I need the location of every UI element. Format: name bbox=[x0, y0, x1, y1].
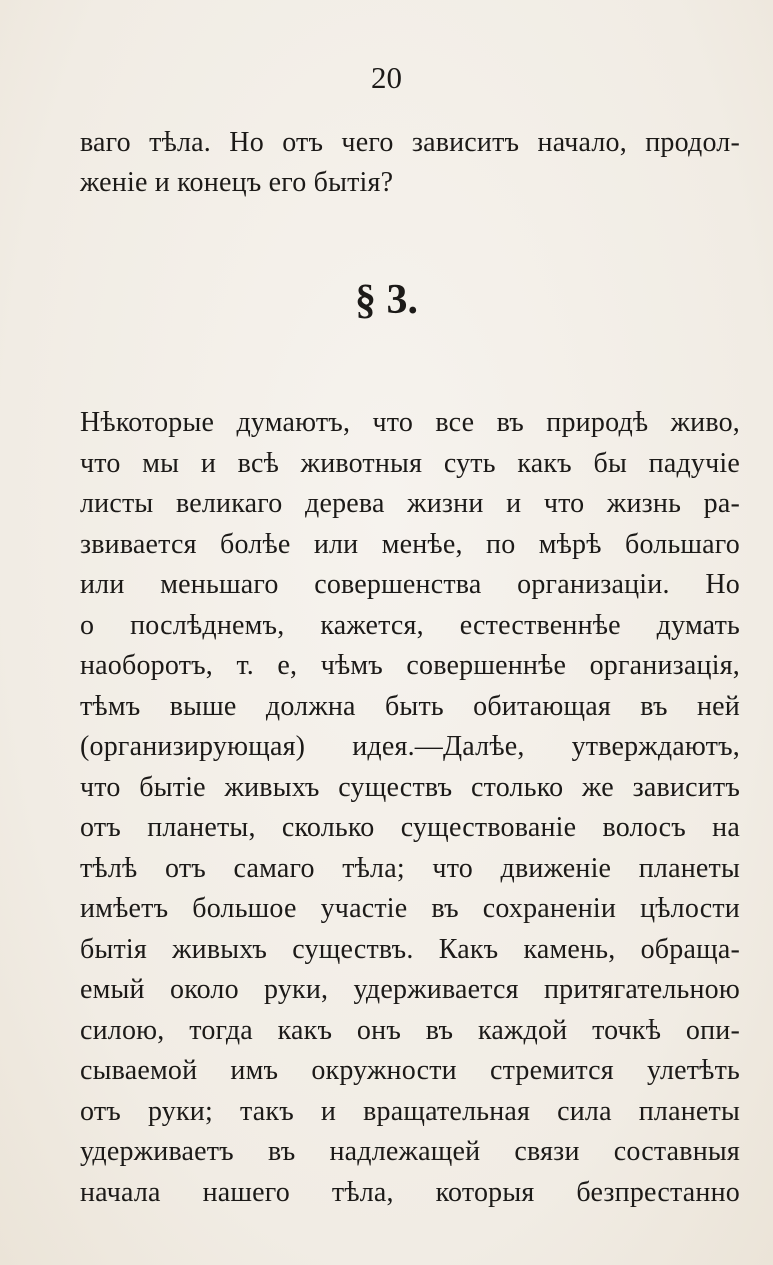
text-line: Нѣкоторые думаютъ, что все въ природѣ живо, bbox=[80, 407, 740, 438]
text-line: что бытіе живыхъ существъ столько же зависитъ bbox=[80, 771, 740, 803]
text-line: женіе и конецъ его бытія? bbox=[80, 167, 394, 198]
text-line: о послѣднемъ, кажется, естественнѣе думать bbox=[80, 609, 740, 641]
main-paragraph bbox=[80, 403, 740, 1213]
section-heading: § 3. bbox=[355, 277, 418, 323]
text-line: силою, тогда какъ онъ въ каждой точкѣ опи- bbox=[80, 1014, 740, 1046]
text-line: отъ планеты, сколько существованіе волосъ на bbox=[80, 812, 740, 843]
text-line: тѣлѣ отъ самаго тѣла; что движеніе планеты bbox=[80, 852, 740, 884]
text-line: что мы и всѣ животныя суть какъ бы падучіе bbox=[80, 447, 740, 479]
text-line: емый около руки, удерживается притягательною bbox=[80, 974, 740, 1005]
text-line: листы великаго дерева жизни и что жизнь ра- bbox=[80, 488, 740, 519]
text-line: или меньшаго совершенства организаціи. Но bbox=[80, 569, 740, 600]
text-line: ваго тѣла. Но отъ чего зависитъ начало, продол- bbox=[80, 127, 740, 158]
text-line: звивается болѣе или менѣе, по мѣрѣ большаго bbox=[80, 528, 740, 560]
text-line: удерживаетъ въ надлежащей связи составныя bbox=[80, 1136, 740, 1167]
text-line: имѣетъ большое участіе въ сохраненіи цѣлости bbox=[80, 893, 740, 924]
text-line: тѣмъ выше должна быть обитающая въ ней bbox=[80, 690, 740, 722]
text-line: наоборотъ, т. е, чѣмъ совершеннѣе организація, bbox=[80, 650, 740, 681]
intro-paragraph bbox=[80, 123, 740, 203]
text-line: отъ руки; такъ и вращательная сила планеты bbox=[80, 1095, 740, 1127]
page-number: 20 bbox=[371, 60, 402, 95]
text-line: сываемой имъ окружности стремится улетѣть bbox=[80, 1055, 740, 1086]
text-line: начала нашего тѣла, которыя безпрестанно bbox=[80, 1176, 740, 1208]
text-line: бытія живыхъ существъ. Какъ камень, обраща- bbox=[80, 933, 740, 965]
text-line: (организирующая) идея.—Далѣе, утверждаютъ, bbox=[80, 731, 740, 762]
